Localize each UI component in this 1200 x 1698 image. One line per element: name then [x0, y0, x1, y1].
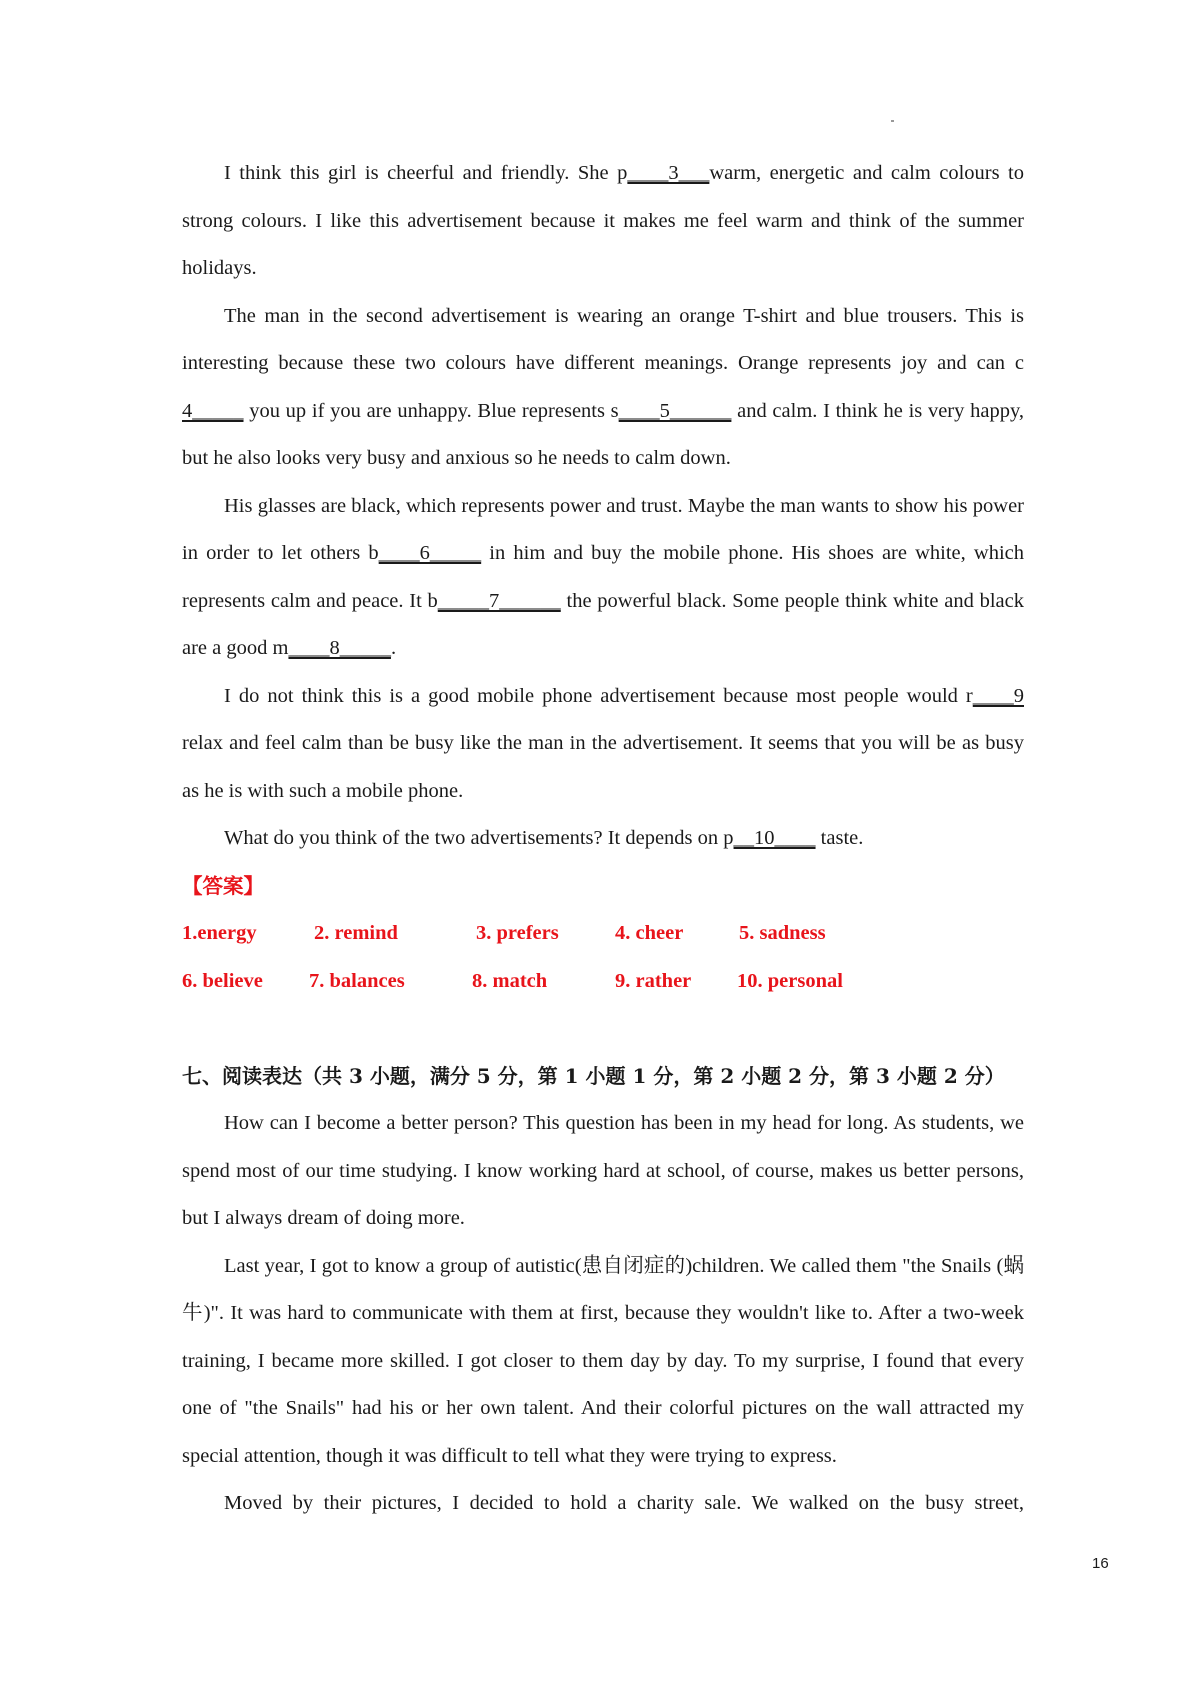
passage-paragraph-2	[182, 293, 1024, 483]
page-number: 16	[1092, 1555, 1109, 1572]
answer-4: 4. cheer	[615, 922, 684, 944]
answer-5: 5. sadness	[739, 922, 826, 944]
answer-1: 1.energy	[182, 922, 257, 944]
blank-8: ____8_____	[288, 637, 391, 659]
text: I do not think this is a good mobile phone advertisement because most people would r	[224, 684, 973, 707]
blank-6: ____6_____	[378, 542, 482, 564]
text: I think this girl is cheerful and friendly. She p	[224, 162, 628, 184]
text: What do you think of the two advertisements? It depends on p	[224, 827, 734, 849]
answer-heading: 【答案】	[182, 873, 264, 898]
answer-8: 8. match	[472, 969, 548, 992]
passage-paragraph-3	[182, 483, 1024, 673]
text: and calm. I think he is very happy, but he also looks very busy and anxious so he needs to calm down.	[182, 399, 1024, 469]
blank-5: ____5______	[618, 399, 732, 422]
answer-row-2	[182, 958, 1024, 1006]
section-7-title: 七、阅读表达（共 3 小题，满分 5 分，第 1 小题 1 分，第 2 小题 2 分，第 3 小题 2 分）	[182, 1063, 1005, 1088]
text: taste.	[815, 827, 864, 849]
passage-paragraph-4	[182, 673, 1024, 816]
text: you up if you are unhappy. Blue represents s	[243, 399, 619, 422]
text: .	[390, 637, 397, 659]
scan-mark	[891, 120, 894, 122]
answer-row-1	[182, 910, 1024, 958]
text: in him and buy the mobile phone. His shoes are white, which represents calm and peace. It b	[182, 542, 1025, 612]
answer-7: 7. balances	[309, 969, 405, 992]
passage-paragraph-1	[182, 150, 1024, 293]
blank-4: 4_____	[182, 399, 244, 422]
text: the powerful black. Some people think white and black are a good m	[182, 589, 1024, 659]
section-7-paragraph-3: Moved by their pictures, I decided to hold a charity sale. We walked on the busy street,	[224, 1492, 1024, 1514]
text: warm, energetic and calm colours to strong colours. I like this advertisement because it makes me feel warm and think of the summer holidays.	[182, 162, 1024, 279]
page-content	[182, 150, 1024, 1528]
answer-6: 6. believe	[182, 969, 263, 992]
answer-2: 2. remind	[314, 922, 398, 944]
answer-10: 10. personal	[737, 969, 843, 992]
blank-7: _____7______	[437, 589, 561, 612]
blank-9: ____9	[972, 684, 1024, 707]
answer-9: 9. rather	[615, 969, 692, 992]
text: The man in the second advertisement is wearing an orange T-shirt and blue trousers. This is interesting because these two colours have different meanings. Orange represents joy and can c	[182, 304, 1024, 374]
blank-3: ____3___	[627, 162, 710, 184]
blank-10: __10____	[733, 827, 816, 849]
text: relax and feel calm than be busy like the man in the advertisement. It seems that you will be as busy as he is with such a mobile phone.	[182, 732, 1024, 802]
section-7-paragraph-1: How can I become a better person? This question has been in my head for long. As students, we spend most of our time studying. I know working hard at school, of course, makes us better persons, but I always dream of doing more.	[182, 1112, 1024, 1229]
passage-paragraph-5	[182, 815, 1024, 863]
answer-3: 3. prefers	[476, 922, 559, 944]
text: His glasses are black, which represents power and trust. Maybe the man wants to show his power in order to let others b	[182, 494, 1024, 564]
section-7-paragraph-2: Last year, I got to know a group of autistic(患自闭症的)children. We called them "the Snails (蜗牛)". It was hard to communicate with them at first, because they wouldn't like to. After a two-week training, I became more skilled. I got closer to them day by day. To my surprise, I found that every one of "the Snails" had his or her own talent. And their colorful pictures on the wall attracted my special attention, though it was difficult to tell what they were trying to express.	[182, 1254, 1024, 1467]
